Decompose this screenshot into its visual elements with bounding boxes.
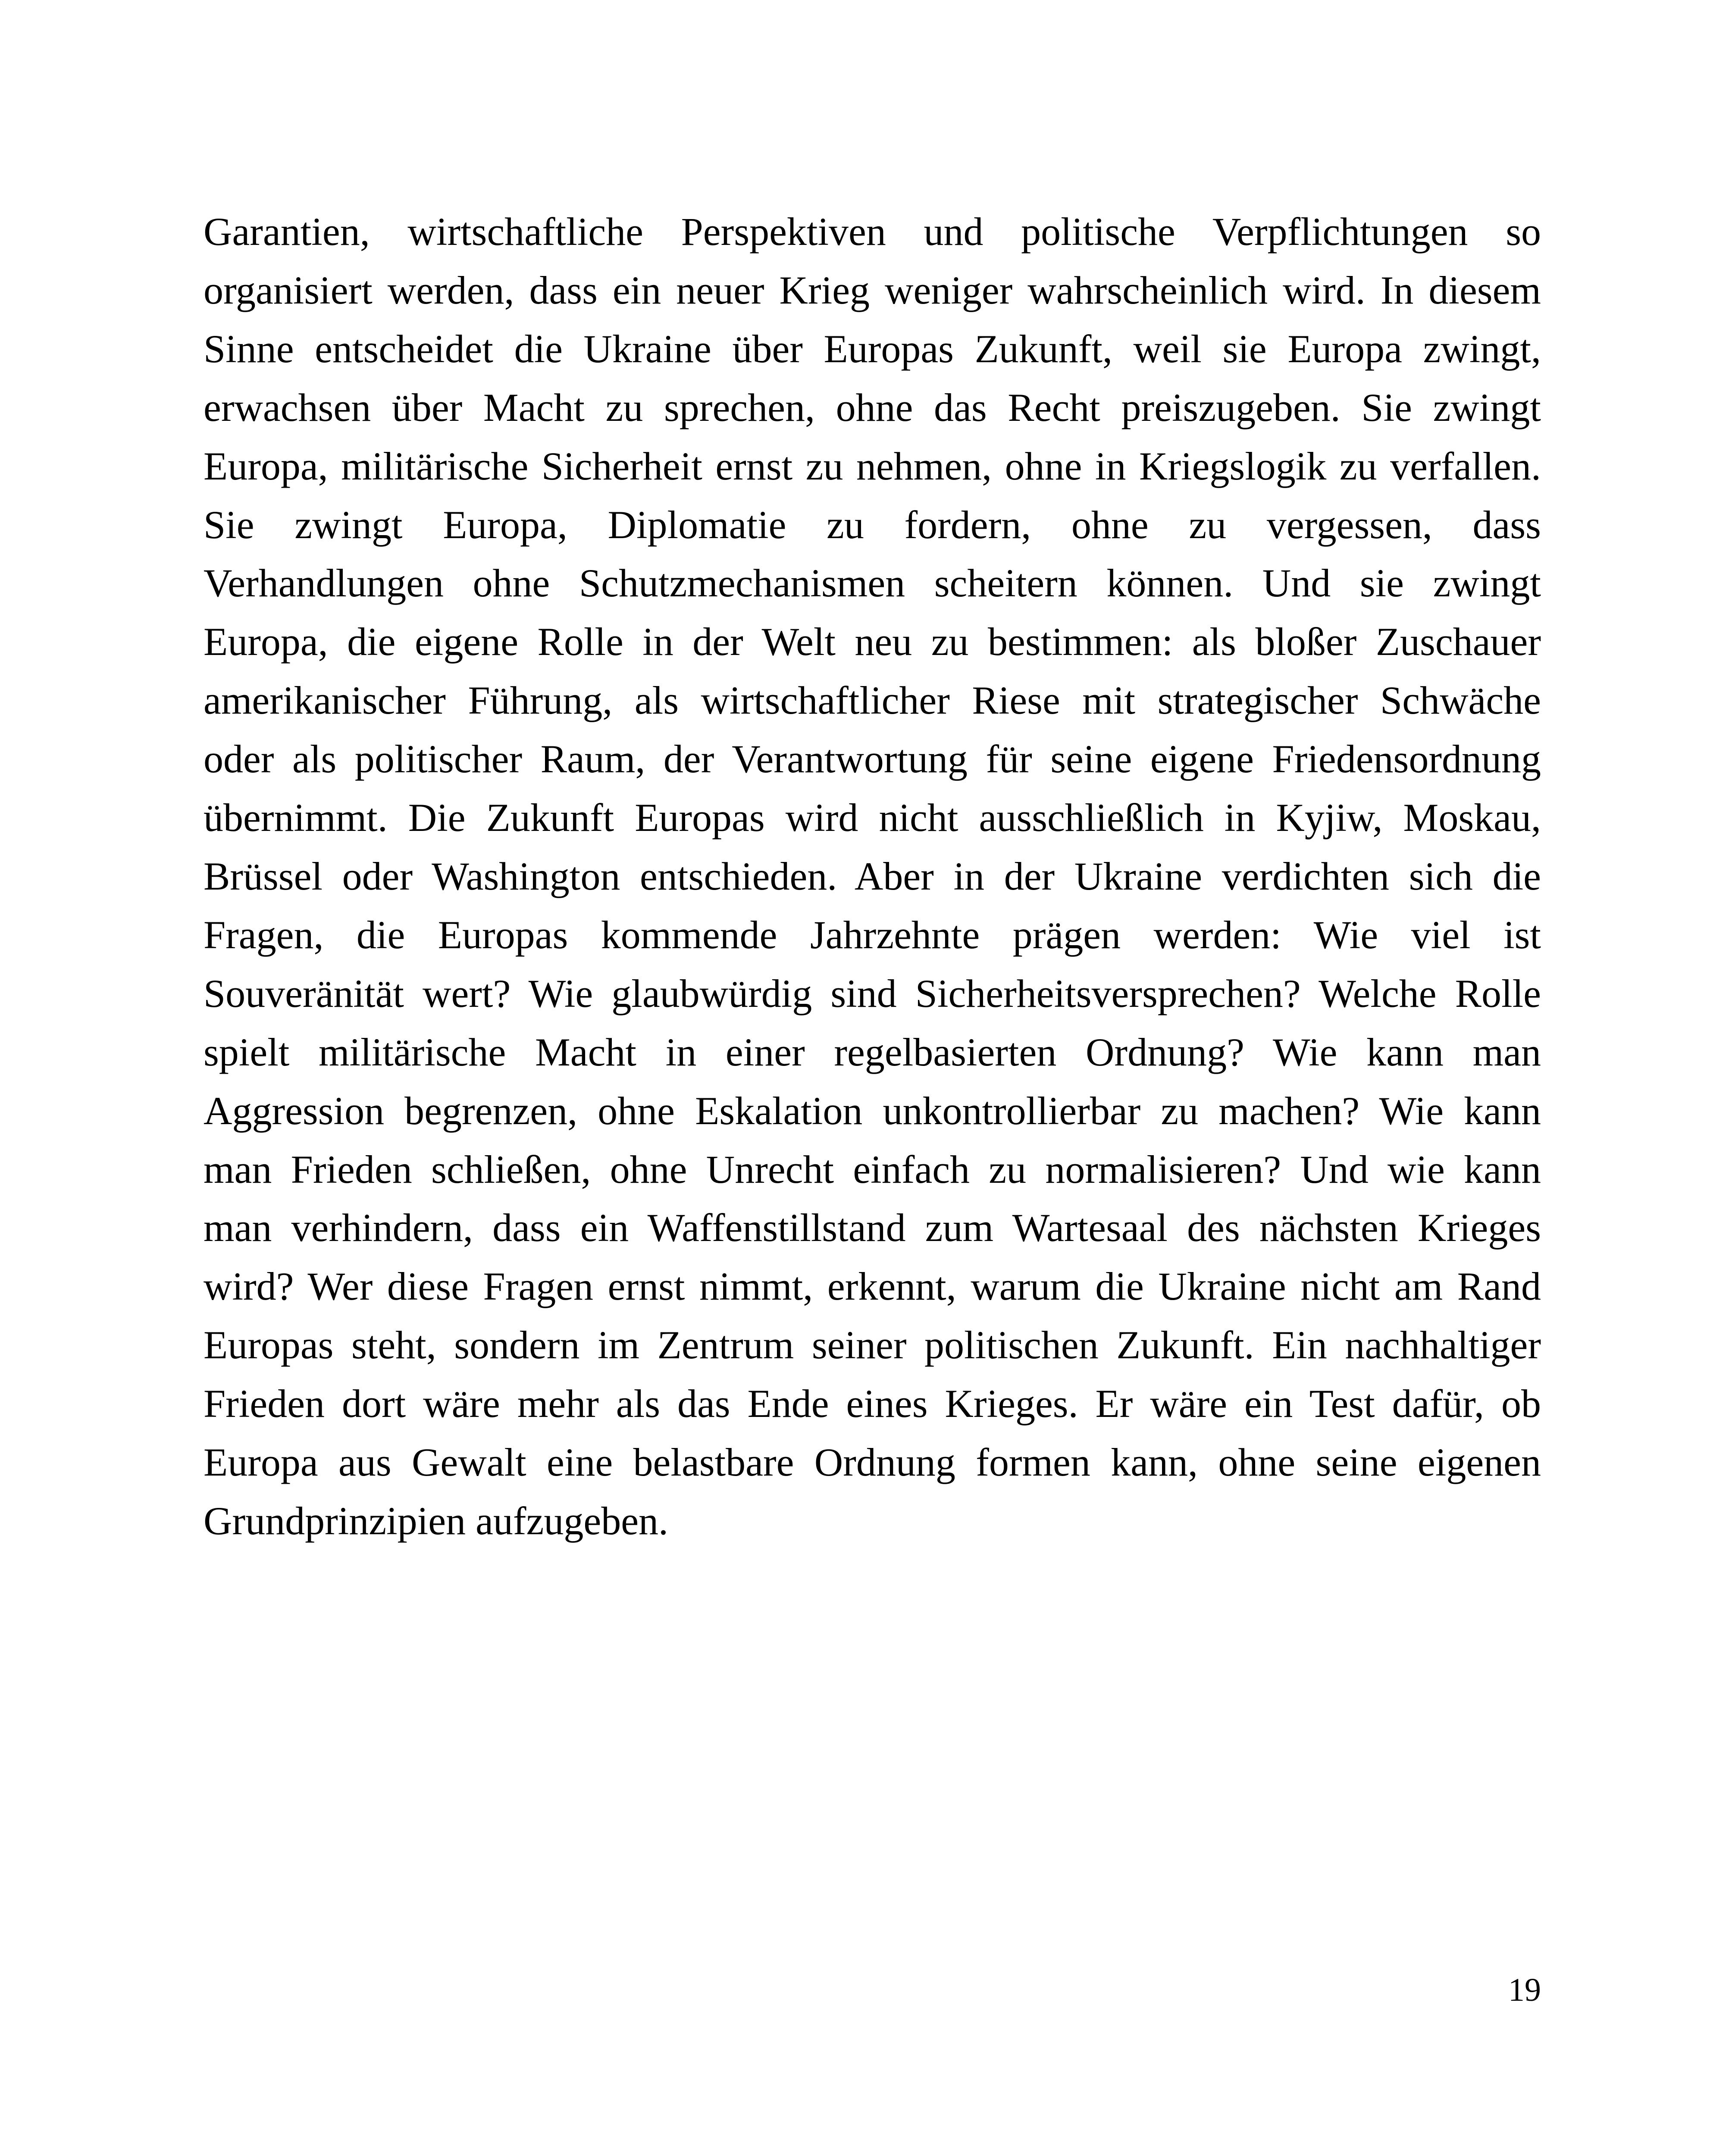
paragraph-line: Europa, die eigene Rolle in der Welt neu zu bestimmen: als bloßer Zuschauer [204,620,1541,664]
paragraph-line: Fragen, die Europas kommende Jahrzehnte prägen werden: Wie viel ist [204,912,1541,957]
paragraph-line: man verhindern, dass ein Waffenstillstand zum Wartesaal des nächsten Krieges [204,1206,1541,1250]
paragraph-line: Verhandlungen ohne Schutzmechanismen scheitern können. Und sie zwingt [204,561,1541,605]
paragraph-line: Sie zwingt Europa, Diplomatie zu fordern, ohne zu vergessen, dass [204,502,1541,547]
paragraph-line: erwachsen über Macht zu sprechen, ohne das Recht preiszugeben. Sie zwingt [204,385,1541,429]
paragraph-line: übernimmt. Die Zukunft Europas wird nicht ausschließlich in Kyjiw, Moskau, [204,796,1541,840]
paragraph-line: Frieden dort wäre mehr als das Ende eines Krieges. Er wäre ein Test dafür, ob [204,1382,1541,1426]
paragraph-line: man Frieden schließen, ohne Unrecht einfach zu normalisieren? Und wie kann [204,1147,1541,1191]
paragraph-line: Europas steht, sondern im Zentrum seiner politischen Zukunft. Ein nachhaltiger [204,1323,1541,1367]
paragraph-line: Garantien, wirtschaftliche Perspektiven und politische Verpflichtungen so [204,210,1541,254]
page-number: 19 [1508,1972,1541,2008]
paragraph-line: amerikanischer Führung, als wirtschaftlicher Riese mit strategischer Schwäche [204,678,1541,723]
paragraph-line: Europa, militärische Sicherheit ernst zu nehmen, ohne in Kriegslogik zu verfallen. [204,444,1541,488]
paragraph-line: organisiert werden, dass ein neuer Krieg weniger wahrscheinlich wird. In diesem [204,268,1541,312]
paragraph-line: Aggression begrenzen, ohne Eskalation unkontrollierbar zu machen? Wie kann [204,1088,1541,1133]
paragraph-line: wird? Wer diese Fragen ernst nimmt, erkennt, warum die Ukraine nicht am Rand [204,1264,1541,1309]
paragraph-line: Sinne entscheidet die Ukraine über Europas Zukunft, weil sie Europa zwingt, [204,326,1541,371]
paragraph-line: Souveränität wert? Wie glaubwürdig sind Sicherheitsversprechen? Welche Rolle [204,971,1541,1015]
body-paragraph [204,203,1541,1551]
paragraph-line: spielt militärische Macht in einer regelbasierten Ordnung? Wie kann man [204,1030,1541,1074]
paragraph-line: Europa aus Gewalt eine belastbare Ordnung formen kann, ohne seine eigenen [204,1440,1541,1485]
paragraph-line: oder als politischer Raum, der Verantwortung für seine eigene Friedensordnung [204,737,1541,781]
paragraph-line: Brüssel oder Washington entschieden. Aber in der Ukraine verdichten sich die [204,854,1541,898]
paragraph-line: Grundprinzipien aufzugeben. [204,1498,669,1543]
